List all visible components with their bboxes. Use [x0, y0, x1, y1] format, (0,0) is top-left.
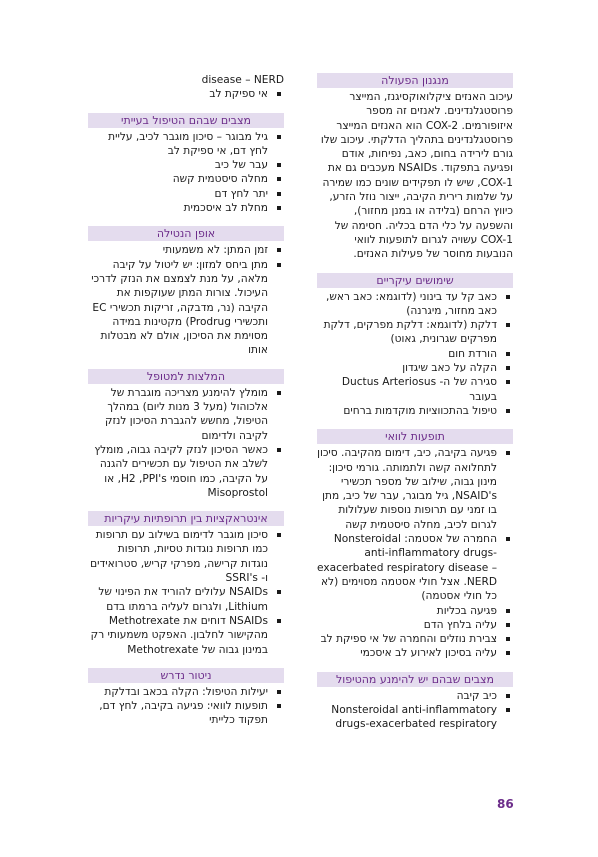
continuation-line: disease – NERD: [201, 74, 284, 86]
list-item: עבר של כיב: [88, 158, 284, 172]
list-item: גיל מבוגר – סיכון מוגבר לכיב, עליית לחץ דם, אי ספיקת לב: [88, 130, 284, 159]
list-item: כאב קל עד בינוני (לדוגמא: כאב ראש, כאב מחזור, מיגרנה): [317, 290, 513, 319]
list-item: פגיעה בקיבה, כיב, דימום מהקיבה. סיכון לתחלואה קשה ולתמותה. גורמי סיכון: מינון גבוה, שילוב של מספר תכשירי NSAID's, גיל מבוגר, עבר של כיב, מתן בו זמני עם תרופות נוספות שעלולות לגרום לכיב, מחלה סיסטמית קשה: [317, 446, 513, 532]
list-item: מתן ביחס למזון: יש ליטול על קיבה מלאה, על מנת לצמצם את הנזק לדרכי העיכול. צורות המתן שעוקפות את הקיבה (נר, מדבקה, זריקות תכשירי EC ותכשירי Prodrug) מקטינות במידה מסוימת את הסיכון, אולם לא מבטלות אותו: [88, 258, 284, 358]
section-monitoring: [88, 668, 284, 728]
section-header-monitoring: ניטור נדרש: [88, 668, 284, 683]
section-problematic: [88, 113, 284, 216]
section-header-main-uses: שימושים עיקריים: [317, 273, 513, 288]
list-item: מומלץ להימנע מצריכה מוגברת של אלכוהול (מעל 3 מנות ליום) במהלך הטיפול, מחשש להגברת הסיכון לנזק לקיבה ולדימום: [88, 386, 284, 443]
section-recommendations: [88, 369, 284, 500]
section-header-problematic: מצבים שבהם הטיפול בעייתי: [88, 113, 284, 128]
section-header-recommendations: המלצות למטופל: [88, 369, 284, 384]
section-header-mechanism: מנגנון הפעולה: [317, 73, 513, 88]
left-column: [88, 73, 284, 739]
section-administration: [88, 226, 284, 357]
section-header-avoid: מצבים שבהם יש להימנע מהטיפול: [317, 672, 513, 687]
list-item: החמרה של אסטמה: Nonsteroidal anti-inflammatory drugs-exacerbated respiratory disease – NERD. אצל חולי אסטמה מסוימים (לא כל חולי אסטמה): [317, 532, 513, 603]
list-item: מחלת לב איסכמית: [88, 201, 284, 215]
section-main-uses: [317, 273, 513, 419]
page-number: 86: [497, 797, 514, 811]
section-header-side-effects: תופעות לוואי: [317, 429, 513, 444]
section-continuation: [88, 73, 284, 102]
list-item: עליה בלחץ הדם: [317, 618, 513, 632]
list-item: סיכון מוגבר לדימום בשילוב עם תרופות כמו תרופות נוגדות טסיות, תרופות נוגדות קרישה, מפרקי קריש, סטרואידים ו- SSRI's: [88, 528, 284, 585]
section-side-effects: [317, 429, 513, 660]
list-item: הורדת חום: [317, 347, 513, 361]
list-item: כאשר הסיכון לנזק לקיבה גבוה, מומלץ לשלב את הטיפול עם תכשירים להגנה על הקיבה, כמו חוסמי H2 ,PPI's, או Misoprostol: [88, 443, 284, 500]
list-item: זמן המתן: לא משמעותי: [88, 243, 284, 257]
list-item: עליה בסיכון לאירוע לב איסכמי: [317, 646, 513, 660]
list-item: סגירה של ה- Ductus Arteriosus בעובר: [317, 375, 513, 404]
list-item: יעילות הטיפול: הקלה בכאב ובדלקת: [88, 685, 284, 699]
list-item: אי ספיקת לב: [88, 87, 284, 101]
list-item: Nonsteroidal anti-inflammatory drugs-exacerbated respiratory: [317, 703, 513, 732]
right-column: [317, 73, 513, 743]
section-header-interactions: אינטראקציות בין תרופתיות עיקריות: [88, 511, 284, 526]
list-item: יתר לחץ דם: [88, 187, 284, 201]
list-item: NSAIDs עלולים להוריד את הפינוי של Lithium, ולגרום לעליה ברמתו בדם: [88, 585, 284, 614]
list-item: תופעות לוואי: פגיעה בקיבה, לחץ דם, תפקוד כלייתי: [88, 699, 284, 728]
mechanism-paragraph: עיכוב האנזים ציקלואוקסיגנז, המייצר פרוסטגלנדינים. לאנזים זה מספר איזופורמים. COX-2 הוא האנזים המייצר פרוסטגלנדינים בתהליך הדלקתי. עיכוב שלו גורם לירידה בחום, כאב, נפיחות, אודם ופגיעה בתפקוד. NSAIDs מעכבים גם את COX-1, שיש לו תפקידים שונים כמו שמירה על שלמות רירית הקיבה, ייצור נוזל הזרע, כיווץ הרחם (בלידה או במנן מחזור), והשפעה על כלי הדם בכליה. חסימה של COX-1 עשויה לגרום לתופעות לוואי הנובעות מחוסר של פעילות האנזים.: [320, 91, 513, 261]
section-mechanism: [317, 73, 513, 262]
list-item: הקלה על כאב שיגדון: [317, 361, 513, 375]
list-item: דלקת (לדוגמא: דלקת מפרקים, דלקת מפרקים שגרונית, גאוט): [317, 318, 513, 347]
section-avoid: [317, 672, 513, 732]
list-item: NSAIDs דוחים את Methotrexate מהקישור לחלבון. האפקט משמעותי רק במינון גבוה של Methotrexate: [88, 614, 284, 657]
list-item: טיפול בהתכווציות מוקדמות ברחים: [317, 404, 513, 418]
list-item: פגיעה בכליות: [317, 604, 513, 618]
list-item: צבירת נוזלים והחמרה של אי ספיקת לב: [317, 632, 513, 646]
list-item: כיב קיבה: [317, 689, 513, 703]
section-header-administration: אופן הנטילה: [88, 226, 284, 241]
list-item: מחלה סיסטמית קשה: [88, 172, 284, 186]
section-interactions: [88, 511, 284, 657]
